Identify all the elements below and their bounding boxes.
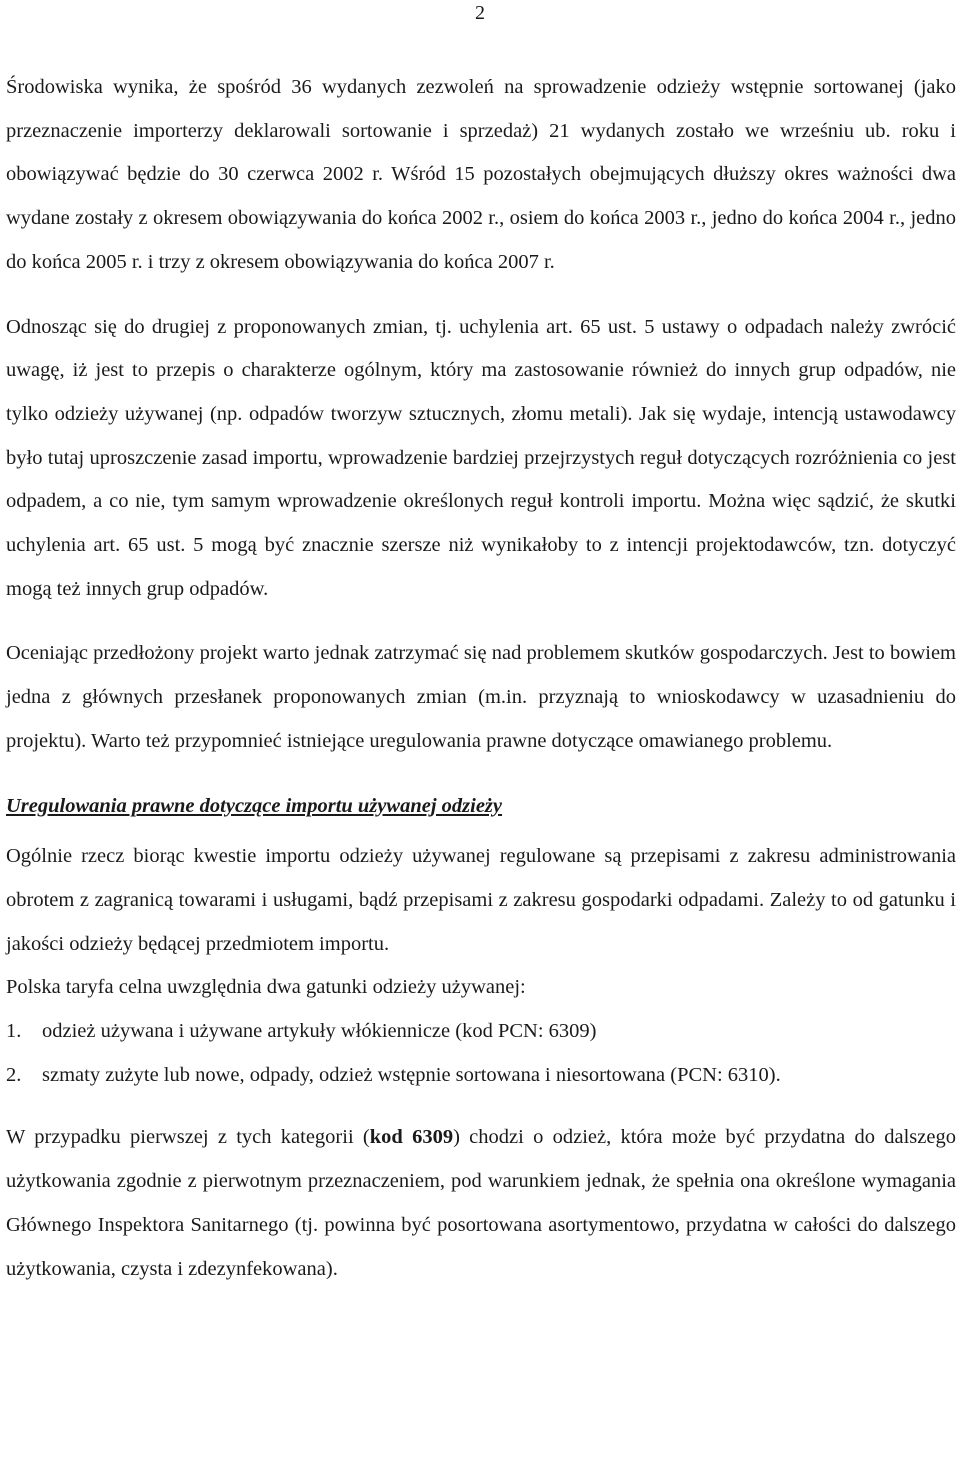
list-item-text: odzież używana i używane artykuły włókiennicze (kod PCN: 6309) (42, 1020, 597, 1043)
paragraph-text: ) chodzi o odzież, która może być przydatna do dalszego użytkowania zgodnie z pierwotnym przeznaczeniem, pod warunkiem jednak, że spełnia ona określone wymagania Głównego Inspektora Sanitarnego (tj. powinna być posortowana asortymentowo, przydatna w całości do dalszego użytkowania, czysta i zdezynfekowana). (6, 1126, 956, 1280)
document-body (6, 66, 956, 1312)
list-item (6, 1010, 956, 1054)
list-item-number: 2. (6, 1063, 22, 1086)
paragraph-customs-tariff: Polska taryfa celna uwzględnia dwa gatunki odzieży używanej: (6, 976, 526, 999)
paragraph-import-permits: Środowiska wynika, że spośród 36 wydanych zezwoleń na sprowadzenie odzieży wstępnie sortowanej (jako przeznaczenie importerzy deklarowali sortowanie i sprzedaż) 21 wydanych zostało we wrześniu ub. roku i obowiązywać będzie do 30 czerwca 2002 r. Wśród 15 pozostałych obejmujących dłuższy okres ważności dwa wydane zostały z okresem obowiązywania do końca 2002 r., osiem do końca 2003 r., jedno do końca 2004 r., jedno do końca 2005 r. i trzy z okresem obowiązywania do końca 2007 r. (6, 76, 956, 273)
paragraph-code-6309 (6, 1116, 956, 1291)
tariff-category-list (6, 1010, 956, 1097)
list-item-text: szmaty zużyte lub nowe, odpady, odzież wstępnie sortowana i niesortowana (PCN: 6310). (42, 1063, 781, 1086)
paragraph-economic-effects: Oceniając przedłożony projekt warto jednak zatrzymać się nad problemem skutków gospodarczych. Jest to bowiem jedna z głównych przesłanek proponowanych zmian (m.in. przyznają to wnioskodawcy w uzasadnieniu do projektu). Warto też przypomnieć istniejące uregulowania prawne dotyczące omawianego problemu. (6, 642, 956, 752)
paragraph-art-65-repeal: Odnosząc się do drugiej z proponowanych zmian, tj. uchylenia art. 65 ust. 5 ustawy o odpadach należy zwrócić uwagę, iż jest to przepis o charakterze ogólnym, który ma zastosowanie również do innych grup odpadów, nie tylko odzieży używanej (np. odpadów tworzyw sztucznych, złomu metali). Jak się wydaje, intencją ustawodawcy było tutaj uproszczenie zasad importu, wprowadzenie bardziej przejrzystych reguł dotyczących rozróżnienia co jest odpadem, a co nie, tym samym wprowadzenie określonych reguł kontroli importu. Można więc sądzić, że skutki uchylenia art. 65 ust. 5 mogą być znacznie szersze niż wynikałoby to z intencji projektodawców, tzn. dotyczyć mogą też innych grup odpadów. (6, 315, 956, 600)
page-number: 2 (475, 2, 485, 24)
paragraph-regulations: Ogólnie rzecz biorąc kwestie importu odzieży używanej regulowane są przepisami z zakresu administrowania obrotem z zagranicą towarami i usługami, bądź przepisami z zakresu gospodarki odpadami. Zależy to od gatunku i jakości odzieży będącej przedmiotem importu. (6, 845, 956, 955)
paragraph-text: W przypadku pierwszej z tych kategorii ( (6, 1126, 370, 1149)
section-heading: Uregulowania prawne dotyczące importu używanej odzieży (6, 794, 503, 817)
code-6309-emphasis: kod 6309 (369, 1126, 454, 1149)
list-item (6, 1054, 956, 1098)
list-item-number: 1. (6, 1020, 22, 1043)
